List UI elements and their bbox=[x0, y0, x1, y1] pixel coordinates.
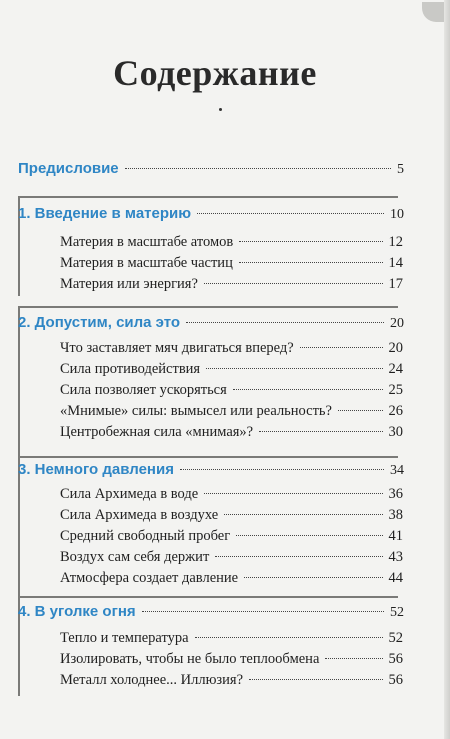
toc-section-label: Металл холоднее... Иллюзия? bbox=[60, 672, 244, 688]
leader-dots bbox=[249, 679, 382, 680]
toc-entry-chapter-4[interactable] bbox=[18, 603, 404, 625]
toc-section-label: Сила позволяет ускоряться bbox=[60, 382, 227, 398]
toc-section-label: Центробежная сила «мнимая»? bbox=[60, 424, 254, 440]
toc-section-page: 36 bbox=[388, 486, 403, 502]
toc-section-label: Изолировать, чтобы не было теплообмена bbox=[60, 651, 320, 667]
chapter-rule bbox=[18, 306, 398, 308]
toc-section[interactable] bbox=[60, 672, 403, 694]
leader-dots bbox=[259, 431, 382, 432]
toc-section-page: 41 bbox=[388, 528, 403, 544]
leader-dots bbox=[206, 368, 382, 369]
toc-section-label: Средний свободный пробег bbox=[60, 528, 231, 544]
stray-dot bbox=[219, 108, 222, 111]
toc-section-page: 17 bbox=[388, 276, 403, 292]
leader-dots bbox=[186, 322, 384, 323]
toc-section[interactable] bbox=[60, 651, 403, 673]
leader-dots bbox=[239, 262, 383, 263]
toc-section-label: Материя или энергия? bbox=[60, 276, 198, 292]
toc-section-label: Тепло и температура bbox=[60, 630, 189, 646]
leader-dots bbox=[215, 556, 382, 557]
toc-entry-page: 10 bbox=[390, 207, 404, 222]
toc-entry-chapter-3[interactable] bbox=[18, 461, 404, 483]
toc-section-label: Материя в масштабе атомов bbox=[60, 234, 234, 250]
toc-entry-label: 3. Немного давления bbox=[18, 461, 174, 478]
toc-section-label: «Мнимые» силы: вымысел или реальность? bbox=[60, 403, 332, 419]
toc-section[interactable] bbox=[60, 255, 403, 277]
toc-section[interactable] bbox=[60, 570, 403, 592]
leader-dots bbox=[180, 469, 384, 470]
leader-dots bbox=[244, 577, 382, 578]
toc-section[interactable] bbox=[60, 424, 403, 446]
toc-section-page: 24 bbox=[388, 361, 403, 377]
toc-section-page: 20 bbox=[388, 340, 403, 356]
chapter-rule bbox=[18, 196, 398, 198]
toc-section-label: Материя в масштабе частиц bbox=[60, 255, 233, 271]
leader-dots bbox=[197, 213, 384, 214]
toc-section-label: Сила противодействия bbox=[60, 361, 201, 377]
leader-dots bbox=[233, 389, 383, 390]
toc-section-label: Сила Архимеда в воздухе bbox=[60, 507, 219, 523]
toc-section[interactable] bbox=[60, 234, 403, 256]
toc-entry-chapter-2[interactable] bbox=[18, 314, 404, 336]
leader-dots bbox=[224, 514, 382, 515]
toc-section-page: 43 bbox=[388, 549, 403, 565]
toc-entry-page: 5 bbox=[397, 162, 404, 177]
toc-entry-label: 2. Допустим, сила это bbox=[18, 314, 181, 331]
toc-entry-preface[interactable] bbox=[18, 160, 404, 182]
toc-section[interactable] bbox=[60, 276, 403, 298]
toc-entry-label: 4. В уголке огня bbox=[18, 603, 136, 620]
toc-section-page: 14 bbox=[388, 255, 403, 271]
toc-section[interactable] bbox=[60, 528, 403, 550]
toc-entry-page: 20 bbox=[390, 316, 404, 331]
leader-dots bbox=[300, 347, 383, 348]
toc-entry-page: 34 bbox=[390, 463, 404, 478]
toc-section-page: 26 bbox=[388, 403, 403, 419]
chapter-rule bbox=[18, 596, 398, 598]
toc-entry-page: 52 bbox=[390, 605, 404, 620]
leader-dots bbox=[338, 410, 383, 411]
toc-section[interactable] bbox=[60, 549, 403, 571]
leader-dots bbox=[239, 241, 382, 242]
toc-section-label: Что заставляет мяч двигаться вперед? bbox=[60, 340, 294, 356]
toc-entry-label: 1. Введение в материю bbox=[18, 205, 192, 222]
leader-dots bbox=[204, 493, 382, 494]
leader-dots bbox=[142, 611, 384, 612]
toc-entry-chapter-1[interactable] bbox=[18, 205, 404, 227]
page-title: Содержание bbox=[113, 53, 317, 93]
corner-mark bbox=[422, 2, 444, 22]
toc-section[interactable] bbox=[60, 403, 403, 425]
chapter-rule bbox=[18, 456, 398, 458]
leader-dots bbox=[195, 637, 383, 638]
toc-section[interactable] bbox=[60, 340, 403, 362]
toc-section-label: Атмосфера создает давление bbox=[60, 570, 239, 586]
toc-section-label: Сила Архимеда в воде bbox=[60, 486, 199, 502]
toc-section-page: 38 bbox=[388, 507, 403, 523]
leader-dots bbox=[325, 658, 382, 659]
toc-section-page: 52 bbox=[388, 630, 403, 646]
toc-section[interactable] bbox=[60, 382, 403, 404]
leader-dots bbox=[125, 168, 391, 169]
toc-section-page: 12 bbox=[388, 234, 403, 250]
toc-section[interactable] bbox=[60, 361, 403, 383]
toc-section-page: 56 bbox=[388, 672, 403, 688]
toc-section-page: 25 bbox=[388, 382, 403, 398]
toc-section-label: Воздух сам себя держит bbox=[60, 549, 210, 565]
toc-section-page: 44 bbox=[388, 570, 403, 586]
leader-dots bbox=[204, 283, 383, 284]
toc-section[interactable] bbox=[60, 486, 403, 508]
toc-section[interactable] bbox=[60, 630, 403, 652]
toc-section-page: 56 bbox=[388, 651, 403, 667]
leader-dots bbox=[236, 535, 382, 536]
toc-entry-label: Предисловие bbox=[18, 160, 119, 177]
toc-section-page: 30 bbox=[388, 424, 403, 440]
toc-section[interactable] bbox=[60, 507, 403, 529]
page-edge bbox=[444, 0, 450, 739]
